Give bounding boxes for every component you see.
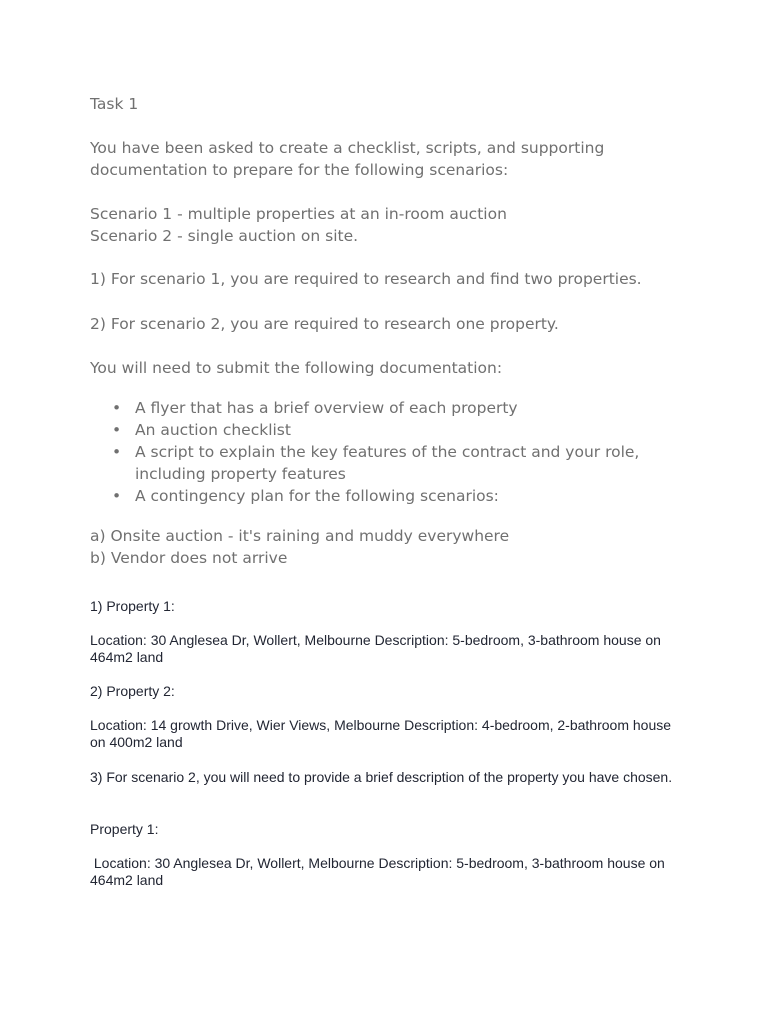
list-item bbox=[90, 485, 710, 507]
requirement-2: 2) For scenario 2, you are required to research one property. bbox=[90, 315, 559, 333]
bullet-icon: • bbox=[112, 421, 122, 439]
scenario-2-line: Scenario 2 - single auction on site. bbox=[90, 227, 359, 245]
property-1-details: Location: 30 Anglesea Dr, Wollert, Melbourne Description: 5-bedroom, 3-bathroom house on 464m2 land bbox=[90, 632, 661, 665]
list-item bbox=[90, 419, 710, 441]
scenario-1-line: Scenario 1 - multiple properties at an in-room auction bbox=[90, 205, 507, 223]
bullet-icon: • bbox=[112, 487, 122, 505]
scenario-2-property-details: Location: 30 Anglesea Dr, Wollert, Melbourne Description: 5-bedroom, 3-bathroom house on 464m2 land bbox=[90, 855, 669, 888]
list-item-text: A script to explain the key features of the contract and your role, including property features bbox=[135, 443, 640, 483]
list-item-text: An auction checklist bbox=[135, 421, 291, 439]
scenario-2-property-heading: Property 1: bbox=[90, 821, 159, 837]
list-item bbox=[90, 397, 710, 419]
requirement-1: 1) For scenario 1, you are required to research and find two properties. bbox=[90, 270, 642, 288]
list-item bbox=[90, 441, 710, 485]
bullet-icon: • bbox=[112, 443, 122, 461]
intro-paragraph: You have been asked to create a checklist, scripts, and supporting documentation to prepare for the following scenarios: bbox=[90, 139, 605, 179]
documentation-heading: You will need to submit the following documentation: bbox=[90, 359, 503, 377]
bullet-icon: • bbox=[112, 399, 122, 417]
property-2-details: Location: 14 growth Drive, Wier Views, Melbourne Description: 4-bedroom, 2-bathroom house on 400m2 land bbox=[90, 717, 672, 750]
contingency-a: a) Onsite auction - it's raining and muddy everywhere bbox=[90, 527, 510, 545]
list-item-text: A flyer that has a brief overview of each property bbox=[135, 399, 518, 417]
property-1-heading: 1) Property 1: bbox=[90, 598, 175, 614]
scenario-2-prompt: 3) For scenario 2, you will need to provide a brief description of the property you have chosen. bbox=[90, 769, 673, 785]
task-title: Task 1 bbox=[90, 95, 139, 113]
contingency-b: b) Vendor does not arrive bbox=[90, 549, 288, 567]
documentation-list bbox=[90, 397, 710, 507]
list-item-text: A contingency plan for the following scenarios: bbox=[135, 487, 499, 505]
property-2-heading: 2) Property 2: bbox=[90, 683, 175, 699]
